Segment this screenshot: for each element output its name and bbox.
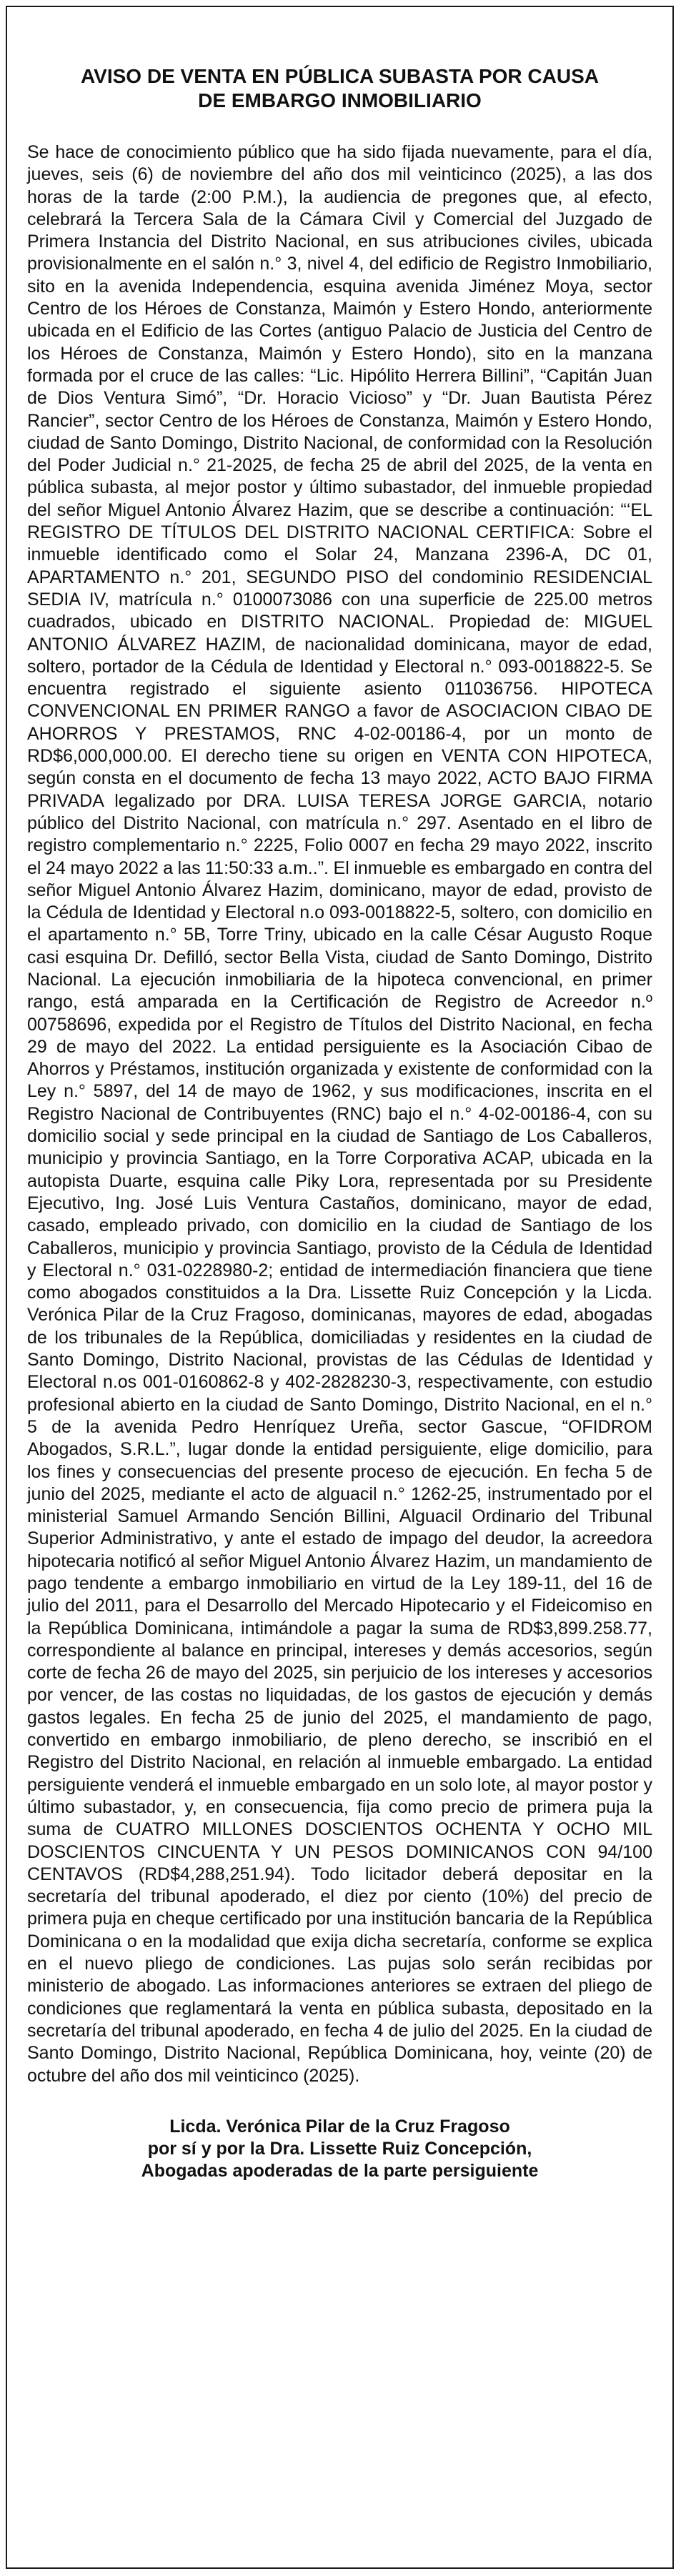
signature-line-1: Licda. Verónica Pilar de la Cruz Fragoso bbox=[169, 2116, 510, 2137]
notice-body: Se hace de conocimiento público que ha sido fijada nuevamente, para el día, jueves, seis (6) de noviembre del año dos mil veinticinco (2025), a las dos horas de la tarde (2:00 P.M.), la audiencia de pregones que, al efecto, celebrará la Tercera Sala de la Cámara Civil y Comercial del Juzgado de Primera Instancia del Distrito Nacional, en sus atribuciones civiles, ubicada provisionalmente en el salón n.° 3, nivel 4, del edificio de Registro Inmobiliario, sito en la avenida Independencia, esquina avenida Jiménez Moya, sector Centro de los Héroes de Constanza, Maimón y Estero Hondo, anteriormente ubicada en el Edificio de las Cortes (antiguo Palacio de Justicia del Centro de los Héroes de Constanza, Maimón y Estero Hondo), sito en la manzana formada por el cruce de las calles: “Lic. Hipólito Herrera Billini”, “Capitán Juan de Dios Ventura Simó”, “Dr. Horacio Vicioso” y “Dr. Juan Bautista Pérez Rancier”, sector Centro de los Héroes de Constanza, Maimón y Estero Hondo, ciudad de Santo Domingo, Distrito Nacional, de conformidad con la Resolución del Poder Judicial n.° 21-2025, de fecha 25 de abril del 2025, de la venta en pública subasta, al mejor postor y último subastador, del inmueble propiedad del señor Miguel Antonio Álvarez Hazim, que se describe a continuación: “‘EL REGISTRO DE TÍTULOS DEL DISTRITO NACIONAL CERTIFICA: Sobre el inmueble identificado como el Solar 24, Manzana 2396-A, DC 01, APARTAMENTO n.° 201, SEGUNDO PISO del condominio RESIDENCIAL SEDIA IV, matrícula n.° 0100073086 con una superficie de 225.00 metros cuadrados, ubicado en DISTRITO NACIONAL. Propiedad de: MIGUEL ANTONIO ÁLVAREZ HAZIM, de nacionalidad dominicana, mayor de edad, soltero, portador de la Cédula de Identidad y Electoral n.° 093-0018822-5. Se encuentra registrado el siguiente asiento 011036756. HIPOTECA CONVENCIONAL EN PRIMER RANGO a favor de ASOCIACION CIBAO DE AHORROS Y PRESTAMOS, RNC 4-02-00186-4, por un monto de RD$6,000,000.00. El derecho tiene su origen en VENTA CON HIPOTECA, según consta en el documento de fecha 13 mayo 2022, ACTO BAJO FIRMA PRIVADA legalizado por DRA. LUISA TERESA JORGE GARCIA, notario público del Distrito Nacional, con matrícula n.° 297. Asentado en el libro de registro complementario n.° 2225, Folio 0007 en fecha 29 mayo 2022, inscrito el 24 mayo 2022 a las 11:50:33 a.m..”. El inmueble es embargado en contra del señor Miguel Antonio Álvarez Hazim, dominicano, mayor de edad, provisto de la Cédula de Identidad y Electoral n.o 093-0018822-5, soltero, con domicilio en el apartamento n.° 5B, Torre Triny, ubicado en la calle César Augusto Roque casi esquina Dr. Defilló, sector Bella Vista, ciudad de Santo Domingo, Distrito Nacional. La ejecución inmobiliaria de la hipoteca convencional, en primer rango, está amparada en la Certificación de Registro de Acreedor n.º 00758696, expedida por el Registro de Títulos del Distrito Nacional, en fecha 29 de mayo del 2022. La entidad persiguiente es la Asociación Cibao de Ahorros y Préstamos, institución organizada y existente de conformidad con la Ley n.° 5897, del 14 de mayo de 1962, y sus modificaciones, inscrita en el Registro Nacional de Contribuyentes (RNC) bajo el n.° 4-02-00186-4, con su domicilio social y sede principal en la ciudad de Santiago de Los Caballeros, municipio y provincia Santiago, en la Torre Corporativa ACAP, ubicada en la autopista Duarte, esquina calle Piky Lora, representada por su Presidente Ejecutivo, Ing. José Luis Ventura Castaños, dominicano, mayor de edad, casado, empleado privado, con domicilio en la ciudad de Santiago de los Caballeros, municipio y provincia Santiago, provisto de la Cédula de Identidad y Electoral n.° 031-0228980-2; entidad de intermediación financiera que tiene como abogados constituidos a la Dra. Lissette Ruiz Concepción y la Licda. Verónica Pilar de la Cruz Fragoso, dominicanas, mayores de edad, abogadas de los tribunales de la República, domiciliadas y residentes en la ciudad de Santo Domingo, Distrito Nacional, provistas de las Cédulas de Identidad y Electoral n.os 001-0160862-8 y 402-2828230-3, respectivamente, con estudio profesional abierto en la ciudad de Santo Domingo, Distrito Nacional, en el n.° 5 de la avenida Pedro Henríquez Ureña, sector Gascue, “OFIDROM Abogados, S.R.L.”, lugar donde la entidad persiguiente, elige domicilio, para los fines y consecuencias del presente proceso de ejecución. En fecha 5 de junio del 2025, mediante el acto de alguacil n.° 1262-25, instrumentado por el ministerial Samuel Armando Sención Billini, Alguacil Ordinario del Tribunal Superior Administrativo, y ante el estado de impago del deudor, la acreedora hipotecaria notificó al señor Miguel Antonio Álvarez Hazim, un mandamiento de pago tendente a embargo inmobiliario en virtud de la Ley 189-11, del 16 de julio del 2011, para el Desarrollo del Mercado Hipotecario y el Fideicomiso en la República Dominicana, intimándole a pagar la suma de RD$3,899.258.77, correspondiente al balance en principal, intereses y demás accesorios, según corte de fecha 26 de mayo del 2025, sin perjuicio de los intereses y accesorios por vencer, de las costas no liquidadas, de los gastos de ejecución y demás gastos legales. En fecha 25 de junio del 2025, el mandamiento de pago, convertido en embargo inmobiliario, de pleno derecho, se inscribió en el Registro del Distrito Nacional, en relación al inmueble embargado. La entidad persiguiente venderá el inmueble embargado en un solo lote, al mayor postor y último subastador, y, en consecuencia, fija como precio de primera puja la suma de CUATRO MILLONES DOSCIENTOS OCHENTA Y OCHO MIL DOSCIENTOS CINCUENTA Y UN PESOS DOMINICANOS CON 94/100 CENTAVOS (RD$4,288,251.94). Todo licitador deberá depositar en la secretaría del tribunal apoderado, el diez por ciento (10%) del precio de primera puja en cheque certificado por una institución bancaria de la República Dominicana o en la modalidad que exija dicha secretaría, conforme se explica en el nuevo pliego de condiciones. Las pujas solo serán recibidas por ministerio de abogado. Las informaciones anteriores se extraen del pliego de condiciones que reglamentará la venta en pública subasta, depositado en la secretaría del tribunal apoderado, en fecha 4 de julio del 2025. En la ciudad de Santo Domingo, Distrito Nacional, República Dominicana, hoy, veinte (20) de octubre del año dos mil veinticinco (2025). bbox=[27, 142, 652, 2086]
signature-line-3: Abogadas apoderadas de la parte persiguiente bbox=[141, 2160, 539, 2181]
signature-block bbox=[27, 2116, 652, 2182]
notice-title-line-2: DE EMBARGO INMOBILIARIO bbox=[198, 89, 482, 111]
notice-title-line-1: AVISO DE VENTA EN PÚBLICA SUBASTA POR CAUSA bbox=[81, 65, 599, 87]
signature-line-2: por sí y por la Dra. Lissette Ruiz Concepción, bbox=[147, 2138, 532, 2159]
notice-title bbox=[27, 64, 652, 113]
legal-notice bbox=[6, 6, 674, 2569]
